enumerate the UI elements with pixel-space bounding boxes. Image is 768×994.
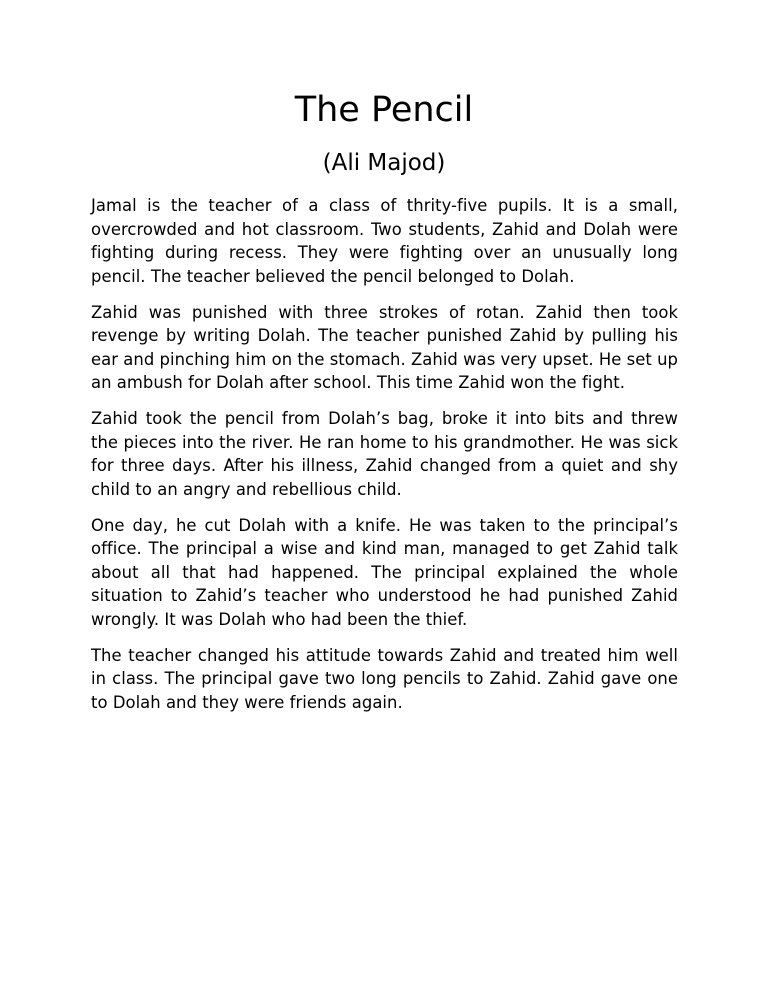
paragraph-4: One day, he cut Dolah with a knife. He was taken to the principal’s office. The principal a wise and kind man, managed to get Zahid talk about all that had happened. The principal explained the whole situation to Zahid’s teacher who understood he had punished Zahid wrongly. It was Dolah who had been the thief. — [91, 515, 678, 629]
page-title: The Pencil — [294, 90, 474, 130]
paragraph-5: The teacher changed his attitude towards Zahid and treated him well in class. The principal gave two long pencils to Zahid. Zahid gave one to Dolah and they were friends again. — [91, 645, 678, 712]
paragraph-3: Zahid took the pencil from Dolah’s bag, broke it into bits and threw the pieces into the river. He ran home to his grandmother. He was sick for three days. After his illness, Zahid changed from a quiet and shy child to an angry and rebellious child. — [91, 409, 678, 499]
story-body — [91, 194, 678, 727]
paragraph-2: Zahid was punished with three strokes of rotan. Zahid then took revenge by writing Dolah. The teacher punished Zahid by pulling his ear and pinching him on the stomach. Zahid was very upset. He set up an ambush for Dolah after school. This time Zahid won the fight. — [91, 302, 678, 392]
author-line: (Ali Majod) — [322, 150, 446, 176]
paragraph-1: Jamal is the teacher of a class of thrity-five pupils. It is a small, overcrowded and hot classroom. Two students, Zahid and Dolah were fighting during recess. They were fighting over an unusually long pencil. The teacher believed the pencil belonged to Dolah. — [91, 196, 678, 286]
